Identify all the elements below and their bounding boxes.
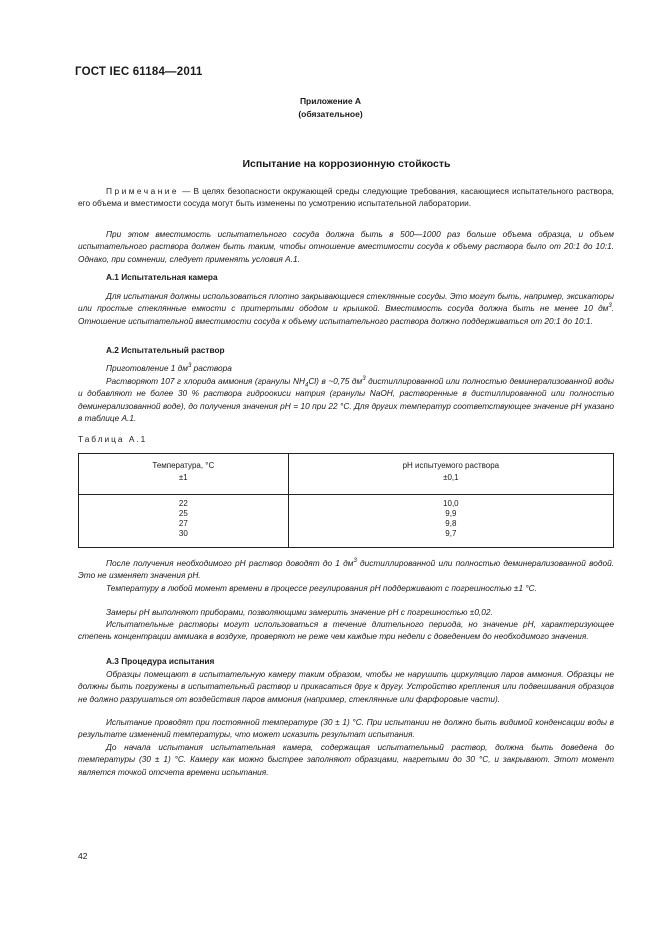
- table-header-temperature: Температура, °С ±1: [79, 454, 289, 495]
- after-table-paragraph-2: Температуру в любой момент времени в процессе регулирования pH поддерживают с погрешностью ±1 °С.: [106, 583, 537, 593]
- annex-label: Приложение А: [299, 96, 362, 106]
- section-a3-paragraph-2: Испытание проводят при постоянной температуре (30 ± 1) °С. При испытании не должно быть видимой конденсации воды в результате изменений температуры, что может исказить результат испытания.: [78, 717, 614, 740]
- intro-paragraph: При этом вместимость испытательного сосуда должна быть в 500—1000 раз больше объема образца, и объем испытательного раствора должен быть таким, чтобы отношение вместимости сосуда к объему раствора было от 20:1 до 10:1. Однако, при сомнении, следует применять условия А.1.: [78, 229, 614, 264]
- table-temperature-column: [79, 495, 289, 548]
- annex-status: (обязательное): [298, 109, 363, 119]
- table-cell: 25: [178, 509, 188, 518]
- table-cell: 9,9: [445, 509, 457, 518]
- table-cell: 9,8: [445, 519, 457, 528]
- table-caption: Таблица А.1: [78, 434, 148, 444]
- section-a2-paragraph: Растворяют 107 г хлорида аммония (гранулы $NH_4Cl$) в ~0,75 $дм^3$ дистиллированной или полностью деминерализованной воды и добавляют не более 30 % раствора гидроокиси натрия (гранулы NaOH, растворенные в дистиллированной или полностью деминерализованной воде), до получения значения pH = 10 при 22 °С. Для других температур соответствующее значение pH указано в таблице А.1.: [78, 376, 614, 423]
- section-a3-heading: А.3 Процедура испытания: [106, 656, 215, 666]
- note-paragraph: [78, 185, 614, 210]
- note-label: Примечание: [106, 186, 180, 196]
- table-cell: 27: [178, 519, 188, 528]
- section-a1-paragraph: Для испытания должны использоваться плотно закрывающиеся стеклянные сосуды. Это могут быть, например, эксикаторы или простые стеклянные емкости с притертыми ободом и крышкой. Вместимость сосуда должна быть не менее 10 $дм^3$. Отношение испытательной вместимости сосуда к объему испытательного раствора должно поддерживаться от 20:1 до 10:1.: [78, 291, 614, 326]
- table-cell: 22: [178, 499, 188, 508]
- table-cell: 9,7: [445, 529, 457, 538]
- section-a3-paragraph-1: Образцы помещают в испытательную камеру таким образом, чтобы не нарушить циркуляцию паров аммония. Образцы не должны быть погружены в испытательный раствор и прикасаться друг к другу. Устройство крепления или подвешивания образцов не должно разрушаться от воздействия паров аммония (например, стеклянные или фарфоровые части).: [78, 669, 614, 704]
- document-code: ГОСТ IEC 61184—2011: [75, 66, 203, 78]
- table-cell: 10,0: [443, 499, 459, 508]
- annex-title: Испытание на коррозионную стойкость: [242, 158, 451, 170]
- after-table-paragraph-4: Испытательные растворы могут использоваться в течение длительного периода, но значение pH, характеризующее степень концентрации аммиака в воздухе, проверяют не реже чем каждые три недели с доведением до необходимого значения.: [78, 619, 614, 642]
- ph-table: [78, 453, 614, 548]
- preparation-line: Приготовление 1 $дм^3$ раствора: [106, 363, 232, 373]
- section-a2-heading: А.2 Испытательный раствор: [106, 345, 225, 355]
- note-text: — В целях безопасности окружающей среды следующие требования, касающиеся испытательного раствора, его объема и вместимости сосуда могут быть изменены по усмотрению испытательной лаборатории.: [78, 186, 614, 209]
- section-a3-paragraph-3: До начала испытания испытательная камера, содержащая испытательный раствор, должна быть доведена до температуры (30 ± 1) °С. Камеру как можно быстрее заполняют образцами, нагретыми до 30 °С, и закрывают. Этот момент является точкой отсчета времени испытания.: [78, 742, 614, 777]
- after-table-paragraph-3: Замеры pH выполняют приборами, позволяющими замерить значение pH с погрешностью ±0,02.: [106, 607, 493, 617]
- section-a1-heading: А.1 Испытательная камера: [106, 272, 218, 282]
- table-ph-column: [288, 495, 613, 548]
- page-number: 42: [78, 851, 88, 861]
- table-cell: 30: [178, 529, 188, 538]
- table-header-ph: pH испытуемого раствора ±0,1: [288, 454, 613, 495]
- after-table-paragraph-1: После получения необходимого pH раствор доводят до 1 $дм^3$ дистиллированной или полностью деминерализованной водой. Это не изменяет значения pH.: [78, 558, 614, 581]
